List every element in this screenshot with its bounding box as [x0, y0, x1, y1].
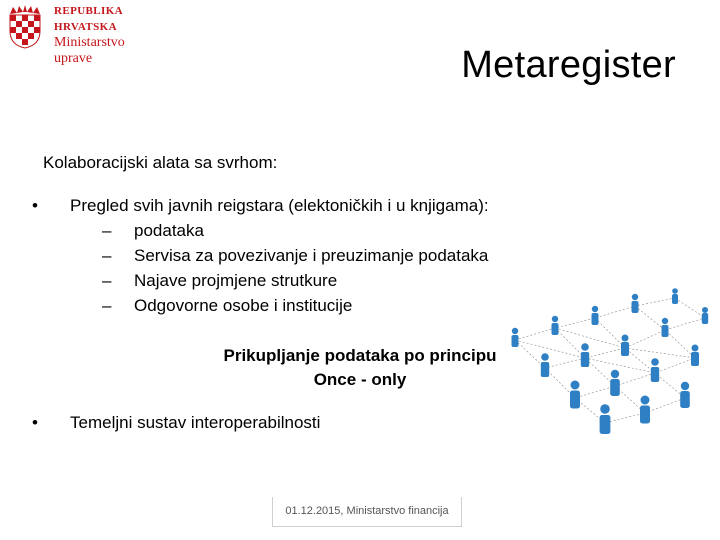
subheading: Kolaboracijski alata sa svrhom:	[43, 153, 278, 172]
sub-item-text: Najave projmjene strutkure	[134, 271, 338, 290]
sub-list	[102, 218, 489, 318]
bullet-text: Temeljni sustav interoperabilnosti	[70, 413, 321, 432]
sub-marker: –	[102, 221, 112, 240]
logo-country: REPUBLIKA HRVATSKA	[54, 5, 123, 33]
footer-date-label: 01.12.2015, Ministarstvo financija	[272, 497, 462, 527]
sub-item	[102, 268, 489, 293]
bullet-text: Pregled svih javnih reigstara (elektoničkih i u knjigama):	[70, 196, 489, 215]
sub-marker: –	[102, 296, 112, 315]
emphasis-line-2: Once - only	[313, 370, 407, 389]
slide-title: Metaregister	[461, 44, 676, 86]
bullet-item	[32, 413, 320, 433]
coat-of-arms-icon	[8, 5, 42, 49]
emphasis-line-1: Prikupljanje podataka po principu	[223, 346, 497, 365]
logo-ministry: Ministarstvo	[54, 35, 125, 50]
bullet-marker: •	[32, 413, 38, 432]
bullet-marker: •	[32, 196, 38, 215]
bullet-item	[32, 193, 489, 218]
sub-item-text: podataka	[134, 221, 204, 240]
logo-text	[54, 3, 188, 67]
sub-item	[102, 293, 489, 318]
ministry-logo	[8, 3, 188, 65]
sub-item-text: Servisa za povezivanje i preuzimanje podataka	[134, 246, 489, 265]
logo-department: uprave	[54, 51, 93, 66]
sub-marker: –	[102, 246, 112, 265]
sub-marker: –	[102, 271, 112, 290]
sub-item-text: Odgovorne osobe i institucije	[134, 296, 353, 315]
emphasis-text	[160, 344, 560, 392]
sub-item	[102, 218, 489, 243]
bullet-list	[32, 193, 489, 318]
sub-item	[102, 243, 489, 268]
